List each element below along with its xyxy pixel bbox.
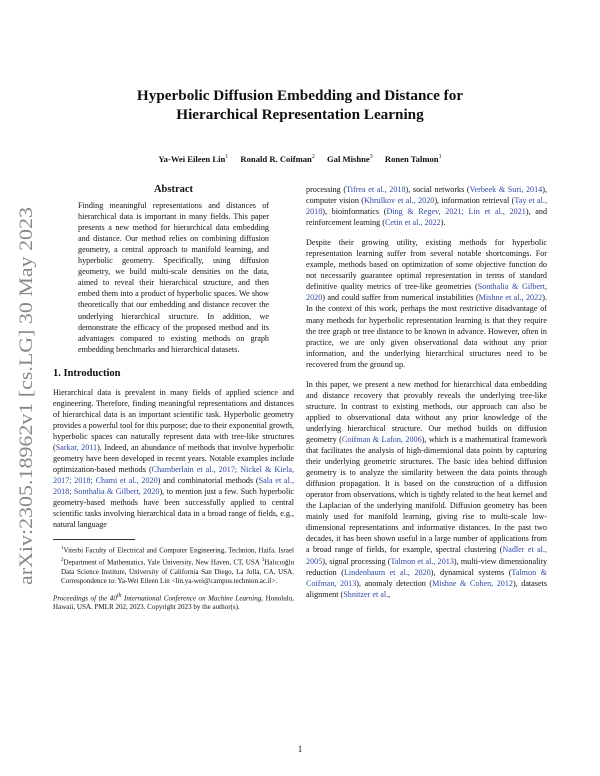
affiliation-footnote [53, 544, 294, 586]
right-paragraph-3 [306, 379, 547, 600]
text: Despite their growing utility, existing methods for hyperbolic representation learning suffer from several notable shortcomings. For example, methods based on optimization of some objective function do not necessarily guarantee optimal representation in terms of standard definitive quality metrics of tree-like geometries ( [306, 238, 547, 292]
ordinal-superscript: th [116, 592, 122, 599]
text: Proceedings of the 40 [53, 594, 117, 603]
page-number: 1 [297, 744, 303, 754]
citation-link[interactable]: Coifman & Lafon, 2006 [341, 434, 422, 444]
right-paragraph-1 [306, 184, 547, 228]
author [158, 154, 228, 164]
author [240, 154, 314, 164]
text: ), datasets alignment ( [306, 578, 547, 599]
title-line-2: Hierarchical Representation Learning [176, 106, 424, 123]
author-list [60, 154, 540, 164]
footnote-mark: 3 [261, 558, 265, 564]
text: processing ( [306, 185, 347, 194]
right-column [306, 184, 547, 600]
abstract-text: Finding meaningful representations and distances of hierarchical data is important in many fields. This paper presents a new method for hierarchical data embedding and distance. Our method relies on combining diffusion geometry, a central approach to manifold learning, and hyperbolic geometry. Specifically, using diffusion geometry, we build multi-scale densities on the data, aimed to reveal their hierarchical structure, and then embed them into a product of hyperbolic spaces. We show theoretically that our embedding and distance recover the underlying hierarchical structure. In addition, we demonstrate the efficacy of the proposed method and its advantages compared to existing methods on graph embedding benchmarks and hierarchical datasets. [78, 201, 269, 354]
abstract-heading: Abstract [153, 184, 194, 195]
arxiv-identifier [6, 205, 42, 585]
author [327, 154, 373, 164]
author-name: Ronen Talmon [384, 154, 439, 164]
arxiv-identifier-text: arXiv:2305.18962v1 [cs.LG] 30 May 2023 [16, 257, 37, 585]
citation-link[interactable]: Mishne & Cohen, 2012 [432, 578, 513, 588]
text: ), to mention just a few. Such hyperbolic geometry-based methods have been successfully applied to central scientific tasks involving hierarchical data in a broad range of fields, e.g., natural language [53, 487, 294, 530]
text: ), dynamical systems ( [430, 567, 512, 577]
citation-link[interactable]: Shnitzer et al. [343, 589, 389, 599]
citation-link[interactable]: Talmon et al., 2013 [390, 556, 454, 566]
text: ). Indeed, an abundance of methods that involve hyperbolic geometry have been developed in recent years. Notable examples include optimization-based methods ( [53, 442, 295, 475]
text: ) and could suffer from numerical instabilities ( [322, 293, 479, 303]
text: ), anomaly detection ( [356, 578, 433, 588]
text: ) and combinatorial methods ( [157, 476, 259, 486]
text: , [388, 589, 391, 599]
text: ), social networks ( [405, 185, 470, 194]
citation-link[interactable]: Tifrea et al., 2018 [346, 185, 406, 194]
title-line-1: Hyperbolic Diffusion Embedding and Distance for [136, 87, 464, 104]
author-name: Ronald R. Coifman [240, 154, 312, 164]
citation-link[interactable]: Sarkar, 2011 [55, 442, 98, 452]
author-name: Ya-Wei Eileen Lin [158, 154, 226, 164]
citation-link[interactable]: Sonthalia & Gilbert, 2020 [306, 282, 547, 303]
right-paragraph-2 [306, 237, 547, 370]
citation-link[interactable]: Nadler et al., 2005 [306, 545, 547, 566]
text: , Honolulu, Hawaii, USA. PMLR 202, 2023. Copyright 2023 by the author(s). [53, 594, 294, 612]
citation-link[interactable]: Talmon & Coifman, 2013 [306, 567, 548, 588]
citation-link[interactable]: Tay et al., 2018 [306, 196, 547, 217]
text: ), computer vision ( [306, 185, 547, 206]
text: International Conference on Machine Learning [121, 594, 262, 603]
text: Halıcıoğlu Data Science Institute, University of California San Diego, La Jolla, CA, USA. Correspondence to: Ya-Wei Eileen Lin <lin.ya-wei@campus.technion.ac.il>. [61, 558, 294, 586]
text: Hierarchical data is prevalent in many fields of applied science and engineering. Therefore, finding meaningful representations and distances of hierarchical data is an important scientific task. Hyperbolic geometry provides a powerful tool for this purpose; due to their exponential growth, hyperbolic spaces can naturally represent data with tree-like structures ( [53, 387, 294, 452]
section-heading-introduction: 1. Introduction [53, 367, 121, 379]
author [385, 154, 442, 164]
left-column [53, 184, 294, 613]
author-name: Gal Mishne [326, 154, 370, 164]
text: Department of Mathematics, Yale University, New Haven, CT, USA [63, 558, 262, 567]
citation-link[interactable]: Cetin et al., 2022 [384, 218, 441, 228]
paper-title [70, 86, 530, 124]
citation-link[interactable]: Sala et al., 2018; Sonthalia & Gilbert, 2020 [53, 476, 294, 497]
author-affiliation-mark: 3 [369, 154, 373, 161]
citation-link[interactable]: Lindenbaum et al., 2020 [343, 567, 431, 577]
text: ). [440, 218, 446, 228]
author-affiliation-mark: 2 [311, 154, 315, 161]
text: In this paper, we present a new method for hierarchical data embedding and distance recovery that provably reveals the underlying tree-like structure. In contrast to existing methods, our approach can also be applied to observational data without any prior knowledge of the underlying hierarchical structure. Our method builds on diffusion geometry ( [306, 379, 547, 444]
citation-link[interactable]: Verbeek & Suri, 2014 [469, 185, 543, 194]
text: Viterbi Faculty of Electrical and Computer Engineering, Technion, Haifa, Israel [63, 546, 294, 555]
author-affiliation-mark: 1 [438, 154, 442, 161]
citation-link[interactable]: Khrulkov et al., 2020 [364, 196, 435, 206]
text: ), and reinforcement learning ( [306, 207, 548, 228]
citation-link[interactable]: Ding & Regev, 2021; Lin et al., 2021 [386, 207, 526, 217]
footnote-divider [53, 539, 135, 540]
text: ), which is a mathematical framework that facilitates the analysis of high-dimensional data points by capturing their underlying geometric structures. The basic idea behind diffusion geometry is to analyze the similarity between the data points through diffusion propagation. It is based on the construction of a diffusion operator from observations, which is tightly related to the heat kernel and the Laplacian of the underlying manifold. Diffusion geometry has been mainly used for manifold learning, giving rise to multi-scale low-dimensional representations and informative distances. In the past two decades, it has been shown useful in a large number of applications from a broad range of fields, for example, spectral clustering ( [306, 434, 548, 555]
text: ), bioinformatics ( [322, 207, 387, 217]
proceedings-note [53, 592, 294, 613]
footnote-mark: 1 [61, 546, 64, 552]
footnote-mark: 2 [61, 558, 64, 564]
text: ), signal processing ( [322, 556, 391, 566]
intro-paragraph-1 [53, 387, 294, 531]
arxiv-identifier-svg [6, 205, 42, 585]
text: ). In the context of this work, perhaps the most restrictive disadvantage of many methods for hyperbolic representation learning is that they require the tree graph or tree distance to be known in advance. However, often in practice, we are only given observational data without any prior information, and the underlying hierarchical structures need to be recovered from the ground up. [306, 293, 547, 369]
text: ), multi-view dimensionality reduction ( [306, 556, 548, 577]
citation-link[interactable]: Mishne et al., 2022 [478, 293, 543, 303]
author-affiliation-mark: 1 [225, 154, 229, 161]
text: ), information retrieval ( [434, 196, 515, 206]
citation-link[interactable]: Chamberlain et al., 2017; Nickel & Kiela, 2017; 2018; Chami et al., 2020 [53, 465, 294, 486]
